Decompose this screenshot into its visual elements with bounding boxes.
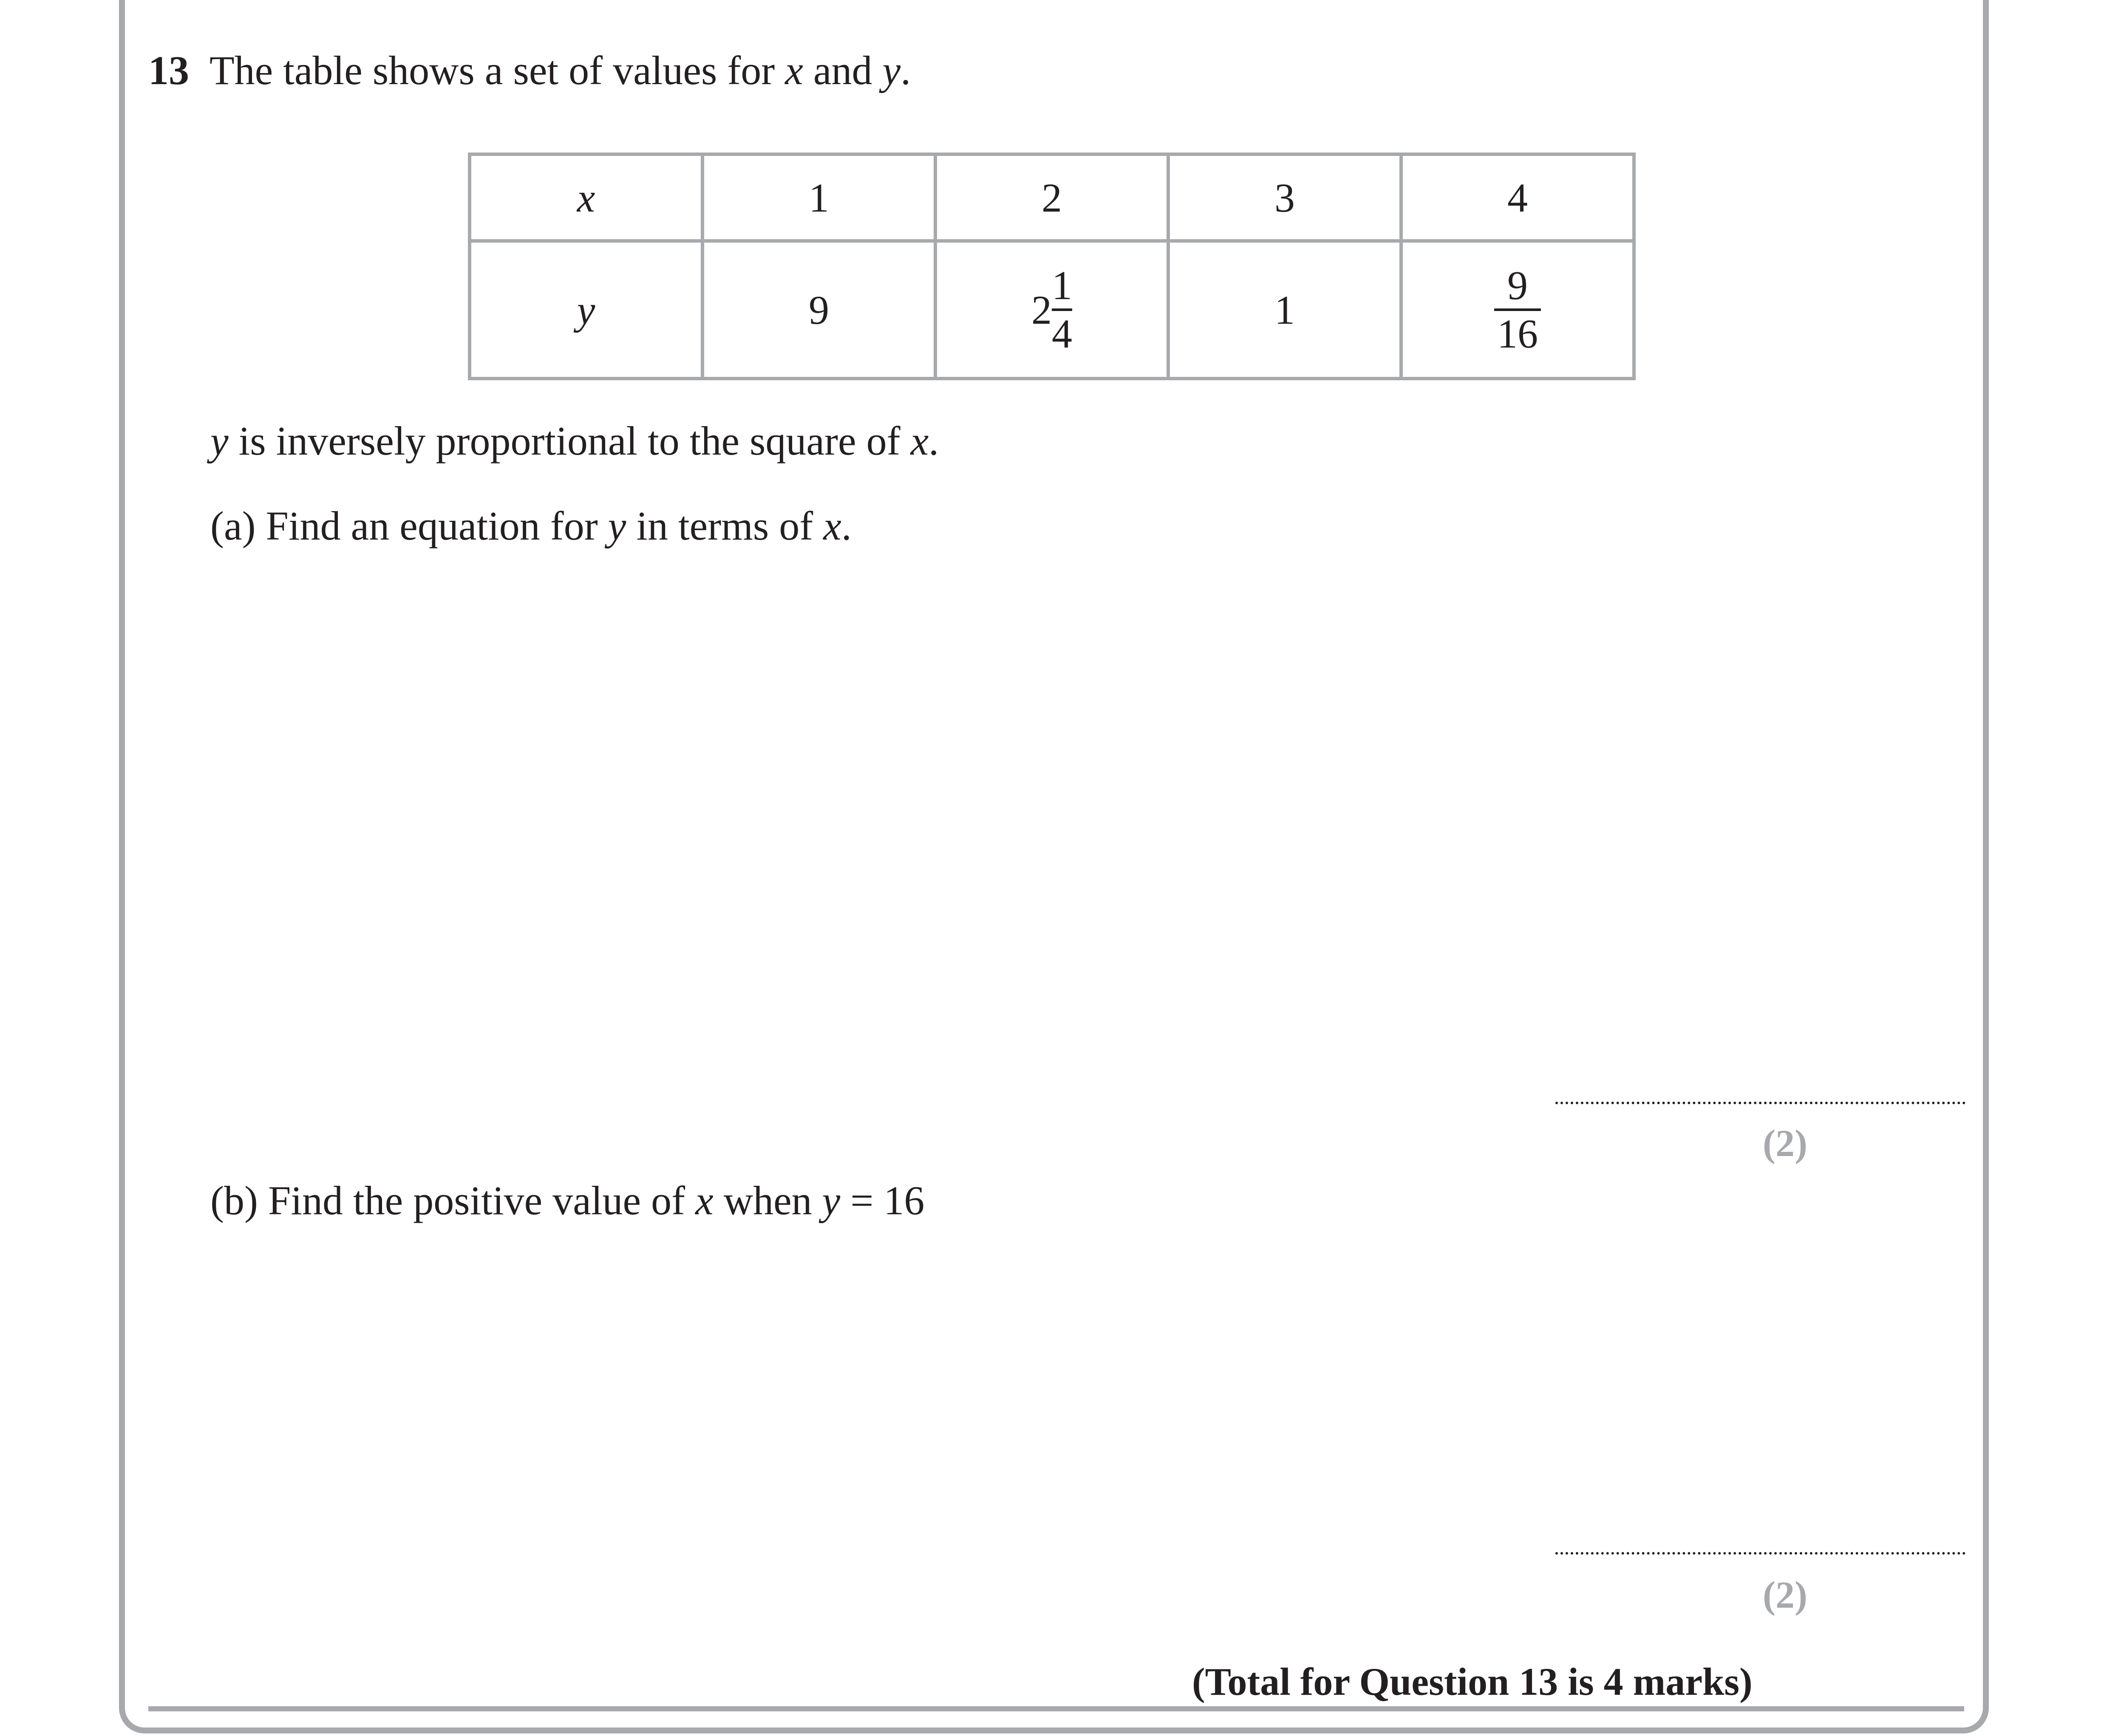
cell-text: 3 [1274,175,1295,221]
table-cell [702,154,935,241]
total-marks: (Total for Question 13 is 4 marks) [1192,1660,1753,1703]
table-header-y [470,241,702,379]
var-y: y [210,418,229,464]
fraction-numerator: 9 [1507,263,1528,308]
var-x: x [695,1178,714,1223]
part-b-question [210,1180,924,1221]
fraction-whole: 2 [1031,287,1052,333]
intro-text: The table shows a set of values for [210,48,785,93]
table-cell [1168,241,1401,379]
cell-text: 9 [809,287,829,333]
part-text: . [841,503,852,549]
fraction-denominator: 4 [1052,311,1072,356]
statement-text: is inversely proportional to the square of [228,418,911,464]
answer-line-a[interactable] [1555,1102,1965,1104]
part-text: in terms of [626,503,824,549]
table-header-x [470,154,702,241]
table-cell [1401,154,1634,241]
marks-b: (2) [1763,1574,1807,1616]
bottom-rule [148,1706,1964,1711]
values-table [468,153,1636,380]
table-cell [702,241,935,379]
cell-text: y [577,287,595,333]
question-heading [148,50,911,91]
intro-text: and [803,48,883,93]
statement-text: . [929,418,939,464]
fraction-denominator: 16 [1497,311,1538,356]
intro-text: . [901,48,911,93]
var-y: y [882,48,901,93]
fraction [1052,265,1072,354]
table-cell [935,154,1168,241]
cell-text: x [577,175,595,221]
statement [210,418,939,464]
cell-text: 1 [1274,287,1295,333]
var-x: x [785,48,803,93]
part-label: (a) [210,503,256,549]
cell-text: 2 [1042,175,1062,221]
table-row-x [470,154,1634,241]
part-text: = 16 [840,1178,925,1223]
table-cell [1401,241,1634,379]
var-y: y [822,1178,841,1223]
answer-line-b[interactable] [1555,1552,1965,1555]
fraction [1494,265,1541,354]
part-text: when [713,1178,822,1223]
table-row-y [470,241,1634,379]
part-text: Find an equation for [266,503,608,549]
var-y: y [608,503,626,549]
fraction-numerator: 1 [1052,263,1072,308]
part-text: Find the positive value of [268,1178,696,1223]
marks-a: (2) [1763,1122,1807,1165]
question-number: 13 [148,48,189,93]
var-x: x [910,418,929,464]
var-x: x [823,503,841,549]
table-cell [1168,154,1401,241]
mixed-fraction [1031,265,1072,354]
cell-text: 4 [1507,175,1528,221]
part-a-question [210,503,852,549]
table-cell [935,241,1168,379]
cell-text: 1 [809,175,829,221]
part-label: (b) [210,1178,258,1223]
